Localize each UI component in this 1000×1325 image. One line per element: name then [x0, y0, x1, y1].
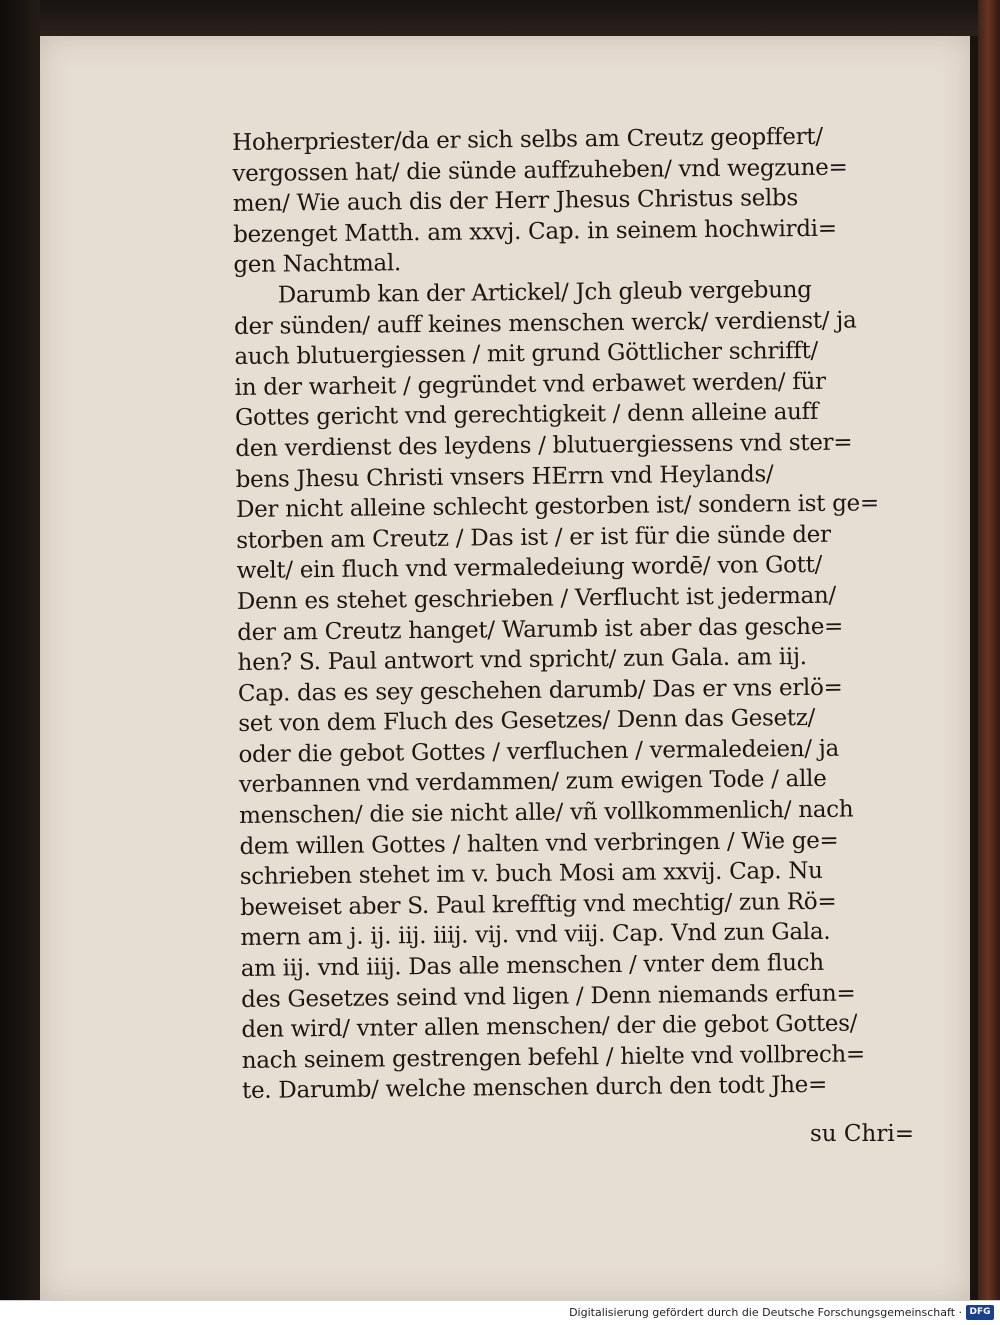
text-line: men/ Wie auch dis der Herr Jhesus Christus selbs — [232, 185, 799, 218]
text-line: der am Creutz hanget/ Warumb ist aber das gesche= — [237, 613, 844, 646]
scan-top-edge — [0, 0, 1000, 36]
text-line: am iij. vnd iiij. Das alle menschen / vnter dem fluch — [240, 949, 824, 982]
text-line: mern am j. ij. iij. iiij. vij. vnd viij. Cap. Vnd zun Gala. — [240, 919, 831, 952]
text-line: Hoherpriester/da er sich selbs am Creutz geopffert/ — [232, 123, 823, 156]
text-line: des Gesetzes seind vnd ligen / Denn niemands erfun= — [240, 980, 856, 1013]
text-line: verbannen vnd verdammen/ zum ewigen Tode / alle — [238, 766, 827, 799]
text-line: den wird/ vnter allen menschen/ der die gebot Gottes/ — [241, 1010, 858, 1044]
text-line: Der nicht alleine schlecht gestorben ist/ sondern ist ge= — [235, 490, 880, 524]
footer-bar — [0, 1300, 1000, 1325]
scan-left-edge — [0, 0, 40, 1300]
text-line: vergossen hat/ die sünde auffzuheben/ vnd wegzune= — [232, 154, 848, 187]
text-line: der sünden/ auff keines menschen werck/ verdienst/ ja — [233, 307, 857, 340]
dfg-logo: DFG — [966, 1305, 994, 1320]
text-line: hen? S. Paul antwort vnd spricht/ zun Gala. am iij. — [237, 644, 807, 677]
text-line: storben am Creutz / Das ist / er ist für die sünde der — [236, 521, 831, 554]
text-line: auch blutuergiessen / mit grund Göttlicher schrifft/ — [234, 338, 819, 371]
blackletter-text-block — [232, 121, 922, 1107]
book-binding-edge — [978, 0, 1000, 1300]
text-line: dem willen Gottes / halten vnd verbringen / Wie ge= — [239, 827, 839, 860]
text-line: nach seinem gestrengen befehl / hielte vnd vollbrech= — [241, 1041, 866, 1074]
text-line: oder die gebot Gottes / verfluchen / vermaledeien/ ja — [238, 735, 840, 768]
book-page — [40, 36, 970, 1300]
text-line: Cap. das es sey geschehen darumb/ Das er vns erlö= — [237, 674, 843, 707]
funding-credit: Digitalisierung gefördert durch die Deutsche Forschungsgemeinschaft · — [569, 1306, 962, 1319]
text-line: te. Darumb/ welche menschen durch den todt Jhe= — [241, 1072, 828, 1105]
text-line: gen Nachtmal. — [233, 250, 402, 279]
text-line: menschen/ die sie nicht alle/ vñ vollkommenlich/ nach — [239, 796, 854, 830]
text-line: schrieben stehet im v. buch Mosi am xxvij. Cap. Nu — [239, 858, 823, 891]
catchword: su Chri= — [810, 1121, 914, 1147]
text-line: Denn es stehet geschrieben / Verflucht ist jederman/ — [236, 582, 837, 615]
text-line: set von dem Fluch des Gesetzes/ Denn das Gesetz/ — [238, 705, 816, 738]
text-line: welt/ ein fluch vnd vermaledeiung wordē/ von Gott/ — [236, 552, 823, 585]
text-line: bens Jhesu Christi vnsers HErrn vnd Heylands/ — [235, 460, 774, 493]
text-line: beweiset aber S. Paul krefftig vnd mechtig/ zun Rö= — [240, 888, 837, 921]
text-line: Gottes gericht vnd gerechtigkeit / denn alleine auff — [234, 399, 819, 432]
text-line: den verdienst des leydens / blutuergiessens vnd ster= — [235, 429, 853, 462]
text-line: in der warheit / gegründet vnd erbawet werden/ für — [234, 368, 826, 401]
text-line: Darumb kan der Artickel/ Jch gleub vergebung — [277, 276, 812, 309]
text-line: bezenget Matth. am xxvj. Cap. in seinem hochwirdi= — [232, 215, 837, 248]
